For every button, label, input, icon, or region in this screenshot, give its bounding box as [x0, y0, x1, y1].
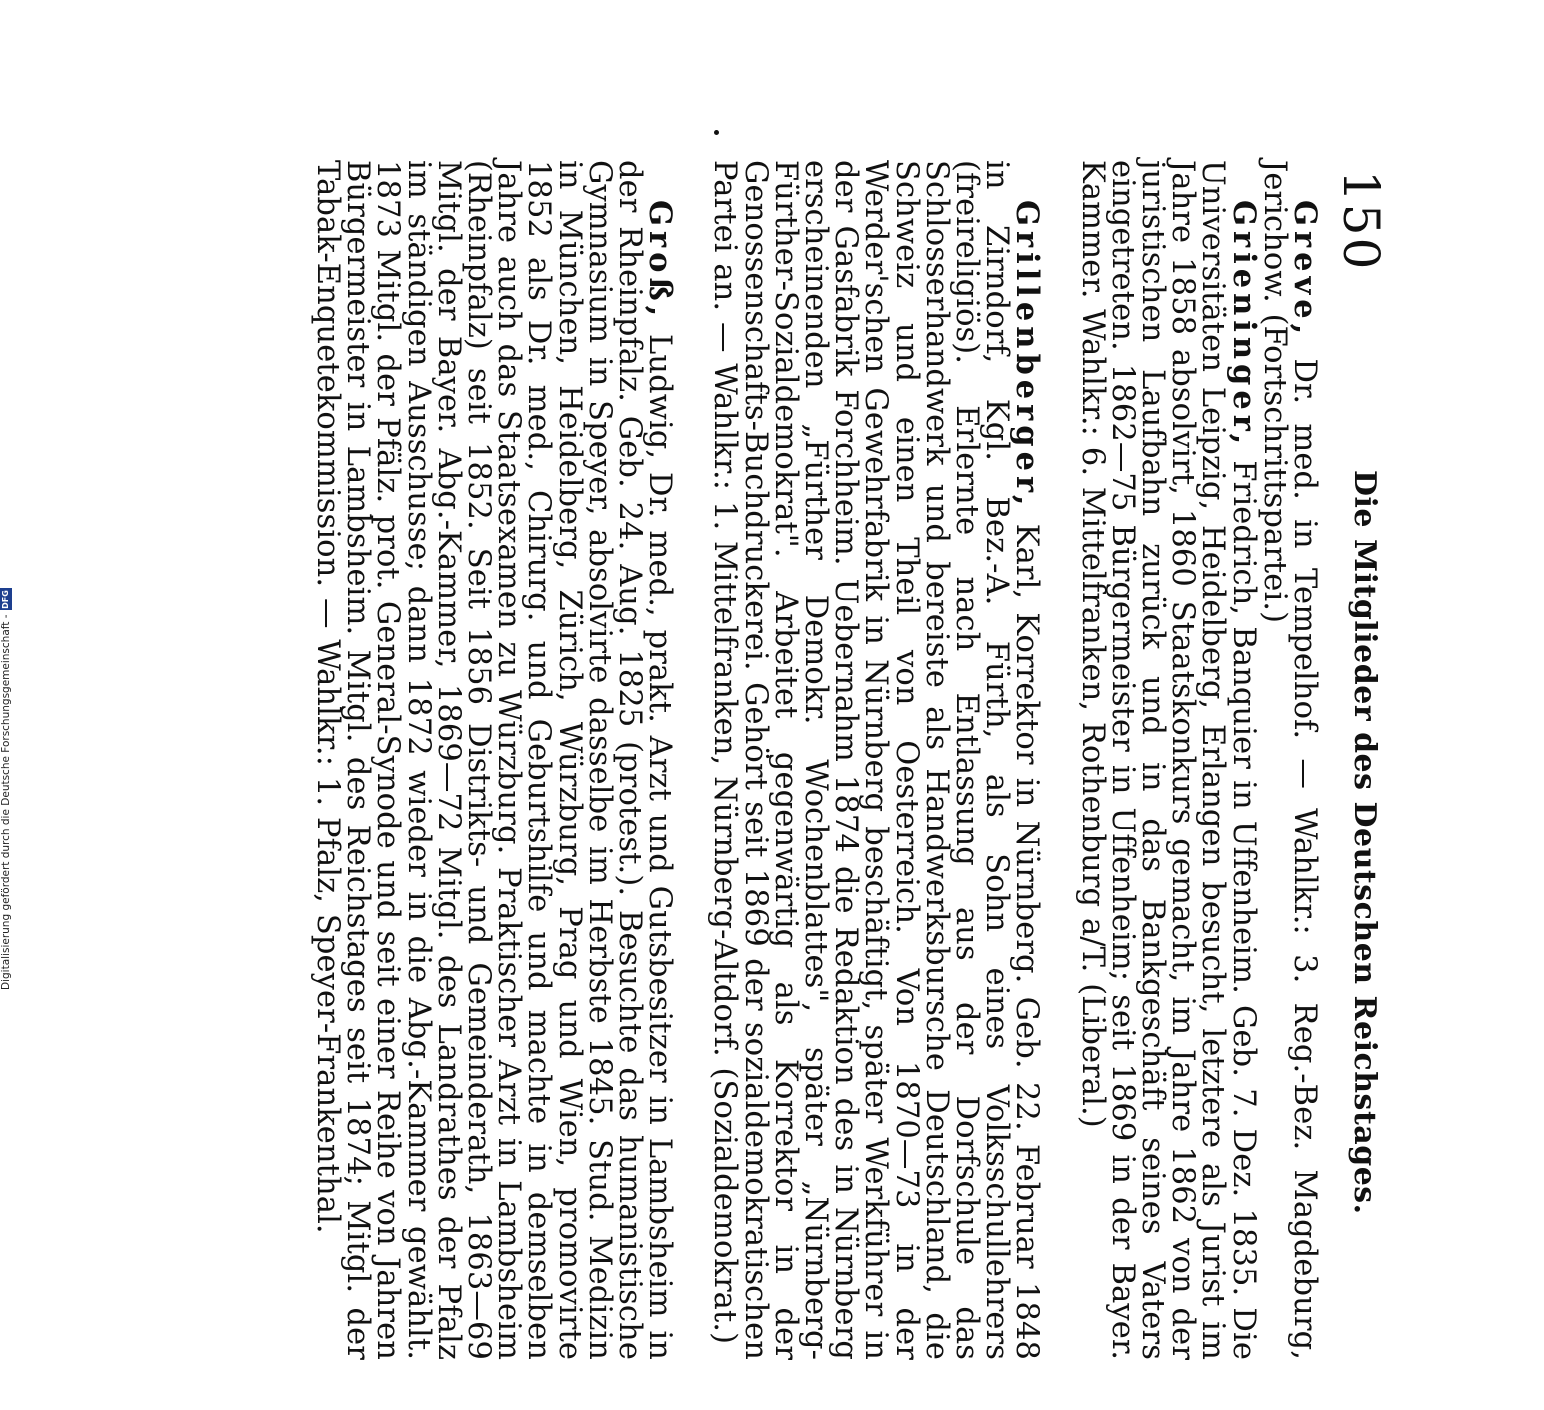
entry-name: Grieninger, — [1225, 200, 1262, 450]
entry-grillenberger — [707, 160, 1046, 1360]
running-head — [1320, 170, 1390, 1370]
document-page — [150, 150, 1410, 1410]
entry-grieninger — [1074, 160, 1262, 1360]
scan-speck — [714, 130, 719, 135]
dfg-logo: DFG — [1, 590, 10, 609]
entry-gross — [309, 160, 679, 1360]
running-head-title: Die Mitglieder des Deutschen Reichstages. — [1347, 470, 1382, 1215]
entry-greve — [1256, 160, 1323, 1360]
digitization-note — [0, 590, 16, 990]
entry-text: Friedrich, Banquier in Uffenheim. Geb. 7. Dez. 1835. Die Universitäten Leipzig, Heidelberg, Erlangen besucht, letztere als Jurist im Jahre 1858 absolvirt, 1860 Staatskonkurs gemacht, im Jahre 1862 von der juristischen Laufbahn zurück und in das Bankgeschäft seines Vaters eingetreten. 1862—75 Bürgermeister in Uffenheim; seit 1869 in der Bayer. Kammer. Wahlkr.: 6. Mittelfranken, Rothenburg a/T. (Liberal.) — [1074, 160, 1261, 1360]
biography-entries — [278, 160, 1323, 1360]
entry-text: Karl, Korrektor in Nürnberg. Geb. 22. Februar 1848 in Zirndorf, Kgl. Bez.-A. Fürth, als Sohn eines Volksschullehrers (freireligiös). Erlernte nach Entlassung aus der Dorfschule das Schlosserhandwerk und bereiste als Handwerksbursche Deutschland, die Schweiz und einen Theil von Oesterreich. Von 1870—73 in der Werder'schen Gewehrfabrik in Nürnberg beschäftigt, später Werkführer in der Gasfabrik Forchheim. Uebernahm 1874 die Redaktion des in Nürnberg erscheinenden „Fürther Demokr. Wochenblattes", später „Nürnberg-Fürther-Sozialdemokrat". Arbeitet gegenwärtig als Korrektor in der Genossenschafts-Buchdruckerei. Gehört seit 1869 der sozialdemokratischen Partei an. — Wahlkr.: 1. Mittelfranken, Nürnberg-Altdorf. (Sozialdemokrat.) — [707, 160, 1045, 1360]
rotated-page-content — [150, 150, 1410, 1400]
entry-text: Ludwig, Dr. med., prakt. Arzt und Gutsbesitzer in Lambsheim in der Rheinpfalz. Geb. 24. Aug. 1825 (protest.). Besuchte das humanistische Gymnasium in Speyer, absolvirte dasselbe im Herbste 1845. Stud. Medizin in München, Heidelberg, Zürich, Würzburg, Prag und Wien, promovirte 1852 als Dr. med., Chirurg. und Geburtshilfe und machte in demselben Jahre auch das Staatsexamen zu Würzburg. Praktischer Arzt in Lambsheim (Rheinpfalz) seit 1852. Seit 1856 Distrikts- und Gemeinderath, 1863—69 Mitgl. der Bayer. Abg.-Kammer, 1869—72 Mitgl. des Landrathes der Pfalz im ständigen Ausschusse; dann 1872 wieder in die Abg.-Kammer gewählt. 1873 Mitgl. der Pfälz. prot. General-Synode und seit einer Reihe von Jahren Bürgermeister in Lambsheim. Mitgl. des Reichstages seit 1874; Mitgl. der Tabak-Enquetekommission. — Wahlkr.: 1. Pfalz, Speyer-Frankenthal. — [309, 160, 678, 1360]
digitization-note-text: Digitalisierung gefördert durch die Deutsche Forschungsgemeinschaft - — [0, 614, 12, 990]
page-number: 150 — [1332, 170, 1390, 272]
entry-name: Groß, — [642, 200, 679, 322]
entry-name: Greve, — [1287, 200, 1323, 340]
entry-text: Dr. med. in Tempelhof. — Wahlkr.: 3. Reg.-Bez. Magdeburg, Jerichow. (Fortschrittspartei.) — [1256, 160, 1322, 1360]
entry-name: Grillenberger, — [1009, 200, 1046, 511]
